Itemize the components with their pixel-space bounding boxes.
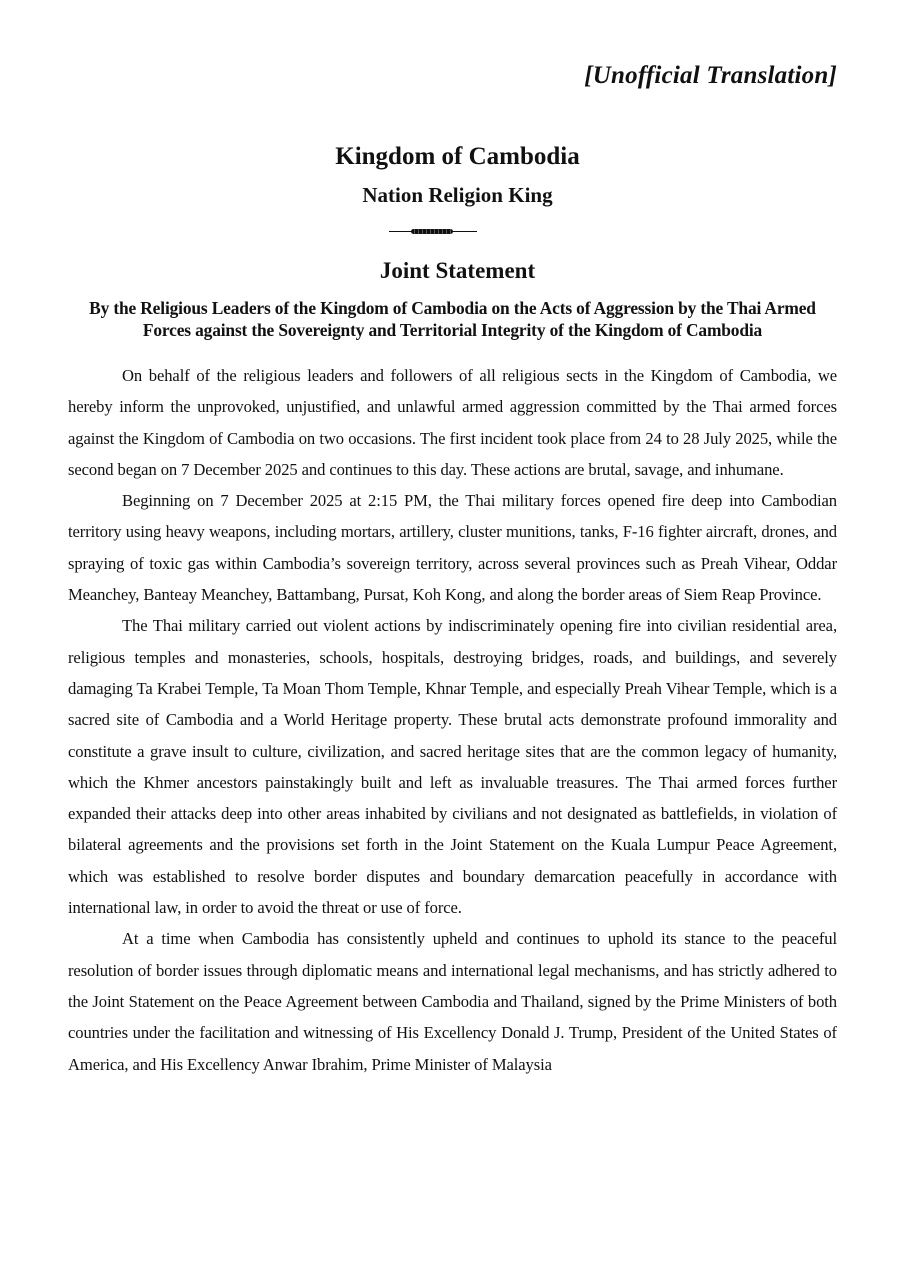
ornamental-divider-icon — [389, 230, 477, 234]
translation-note: [Unofficial Translation] — [584, 62, 837, 89]
paragraph: Beginning on 7 December 2025 at 2:15 PM, the Thai military forces opened fire deep into Cambodian territory using heavy weapons, including mortars, artillery, cluster munitions, tanks, F-16 fighter aircraft, drones, and spraying of toxic gas within Cambodia’s sovereign territory, across several provinces such as Preah Vihear, Oddar Meanchey, Banteay Meanchey, Battambang, Pursat, Koh Kong, and along the border areas of Siem Reap Province. — [68, 491, 837, 605]
national-motto: Nation Religion King — [362, 183, 553, 207]
paragraph: At a time when Cambodia has consistently upheld and continues to uphold its stance to the peaceful resolution of border issues through diplomatic means and international legal mechanisms, and has strictly adhered to the Joint Statement on the Peace Agreement between Cambodia and Thailand, signed by the Prime Ministers of both countries under the facilitation and witnessing of His Excellency Donald J. Trump, President of the United States of America, and His Excellency Anwar Ibrahim, Prime Minister of Malaysia — [68, 929, 837, 1074]
kingdom-heading: Kingdom of Cambodia — [335, 143, 580, 170]
statement-title: Joint Statement — [379, 258, 536, 283]
paragraph: The Thai military carried out violent actions by indiscriminately opening fire into civilian residential area, religious temples and monasteries, schools, hospitals, destroying bridges, roads, and buildings, and severely damaging Ta Krabei Temple, Ta Moan Thom Temple, Khnar Temple, and especially Preah Vihear Temple, which is a sacred site of Cambodia and a World Heritage property. These brutal acts demonstrate profound immorality and constitute a grave insult to culture, civilization, and sacred heritage sites that are the common legacy of humanity, which the Khmer ancestors painstakingly built and left as invaluable treasures. The Thai armed forces further expanded their attacks deep into other areas inhabited by civilians and not designated as battlefields, in violation of bilateral agreements and the provisions set forth in the Joint Statement on the Kuala Lumpur Peace Agreement, which was established to resolve border disputes and boundary demarcation peacefully in accordance with international law, in order to avoid the threat or use of force. — [68, 616, 837, 918]
divider-ornament — [411, 229, 453, 234]
paragraph: On behalf of the religious leaders and followers of all religious sects in the Kingdom of Cambodia, we hereby inform the unprovoked, unjustified, and unlawful armed aggression committed by the Thai armed forces against the Kingdom of Cambodia on two occasions. The first incident took place from 24 to 28 July 2025, while the second began on 7 December 2025 and continues to this day. These actions are brutal, savage, and inhumane. — [68, 366, 837, 479]
statement-subtitle: By the Religious Leaders of the Kingdom of Cambodia on the Acts of Aggression by the Thai Armed Forces against the Sovereignty and Territorial Integrity of the Kingdom of Cambodia — [89, 298, 816, 340]
statement-body — [68, 360, 837, 1080]
